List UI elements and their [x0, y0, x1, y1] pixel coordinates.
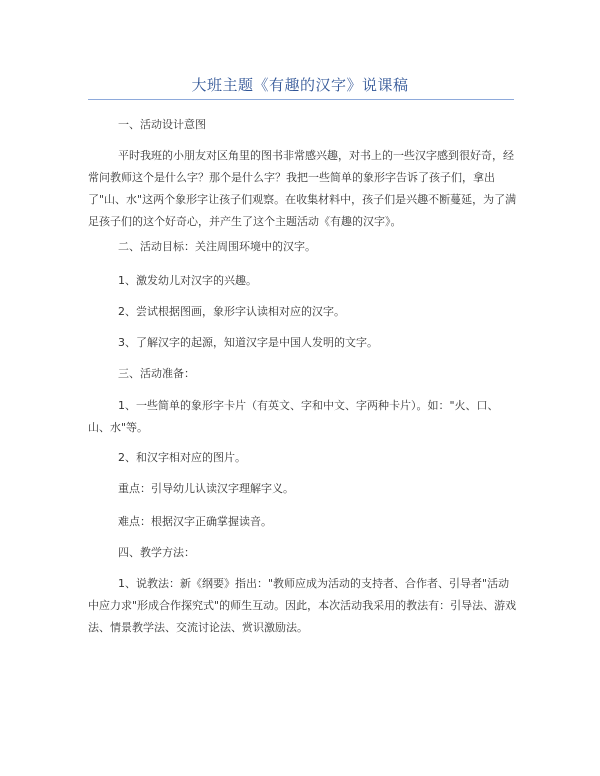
document-title: 大班主题《有趣的汉字》说课稿: [191, 76, 409, 94]
section-1-heading: 一、活动设计意图: [118, 118, 206, 131]
section-2-item-2: 2、尝试根据图画，象形字认读相对应的汉字。: [118, 305, 345, 318]
section-3-difficult-point: 难点：根据汉字正确掌握读音。: [118, 515, 272, 528]
section-3-key-point: 重点：引导幼儿认读汉字理解字义。: [118, 482, 294, 495]
section-4-item-1: 1、说教法：新《纲要》指出："教师应成为活动的支持者、合作者、引导者"活动中应力求"形成合作探究式"的师生互动。因此，本次活动我采用的教法有：引导法、游戏法、情景教学法、交流讨论法、赏识激励法。: [88, 577, 517, 634]
section-3-item-2: 2、和汉字相对应的图片。: [118, 451, 246, 464]
section-2-item-3: 3、了解汉字的起源，知道汉字是中国人发明的文字。: [118, 336, 378, 349]
section-3-item-1: 1、一些简单的象形字卡片（有英文、字和中文、字两种卡片）。如："火、口、山、水"等。: [88, 399, 499, 434]
section-4-heading: 四、教学方法：: [118, 546, 195, 559]
title-divider: [88, 99, 514, 100]
section-2-heading: 二、活动目标：关注周围环境中的汉字。: [118, 240, 316, 253]
section-2-item-1: 1、激发幼儿对汉字的兴趣。: [118, 274, 257, 287]
section-1-body: 平时我班的小朋友对区角里的图书非常感兴趣，对书上的一些汉字感到很好奇，经常问教师这个是什么字？那个是什么字？我把一些简单的象形字告诉了孩子们，拿出了"山、水"这两个象形字让孩子们观察。在收集材料中，孩子们是兴趣不断蔓延，为了满足孩子们的这个好奇心，并产生了这个主题活动《有趣的汉字》。: [88, 149, 517, 228]
section-3-heading: 三、活动准备：: [118, 367, 195, 380]
